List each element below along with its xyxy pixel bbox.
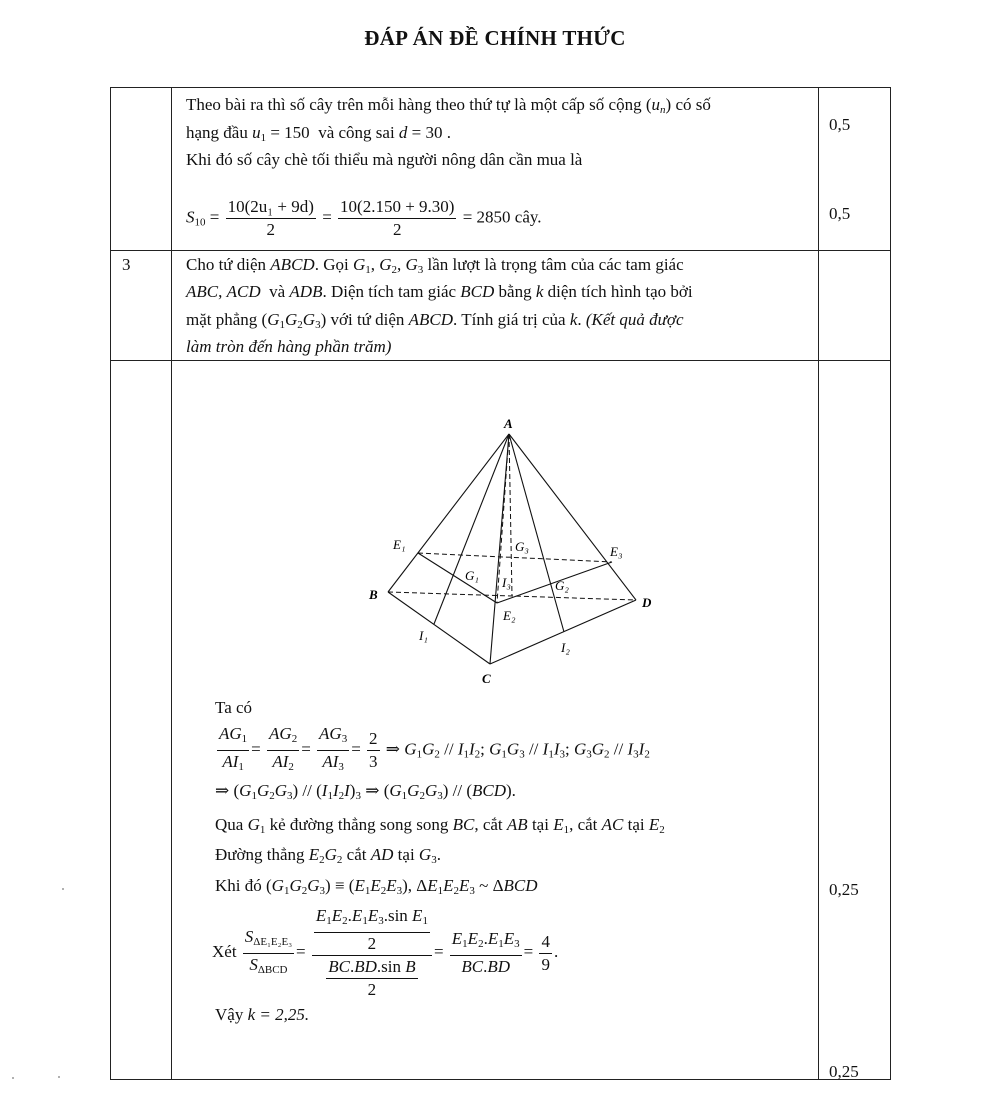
scan-speck-1 (62, 888, 64, 890)
segment-e1-e3 (418, 553, 612, 562)
row2-line2: ABC, ACD và ADB. Diện tích tam giác BCD bằng k diện tích hình tạo bởi (186, 282, 693, 301)
row1-line1: Theo bài ra thì số cây trên mỗi hàng theo thứ tự là một cấp số cộng $(u_n)$ có số (186, 95, 711, 116)
label-g2: G₂ (555, 578, 569, 593)
question-number: 3 (122, 255, 131, 274)
score-0-25-a: 0,25 (829, 880, 859, 899)
label-i3: I₃ (502, 575, 511, 590)
solution-ta-co: Ta có (215, 698, 253, 717)
label-i2: I₂ (561, 640, 570, 655)
solution-ratio-line: $\frac{AG_1}{AI_1}$ = $\frac{AG_2}{AI_2}$ = $\frac{AG_3}{AI_3}$ = $\frac{2}{3}$ ⇒ $G_1G_2 // I_1I_2$; $G_1G_3 // I_1I_3$; $G_3G_2 // I_3I_2$ (219, 724, 650, 773)
edge-ad (509, 434, 636, 600)
edge-ab (388, 434, 509, 592)
label-e1: E₁ (393, 537, 406, 552)
row1-line2: hạng đầu $u_1 = 150$ và công sai d = 30 . (186, 123, 452, 144)
label-d: D (642, 595, 652, 610)
row2-line4: làm tròn đến hàng phần trăm) (186, 337, 392, 356)
solution-vay-line: Vậy k = 2,25. (215, 1005, 310, 1024)
row2-line3: mặt phẳng $(G_1G_2G_3)$ với tứ diện ABCD. Tính giá trị của k. (Kết quả được (186, 310, 684, 331)
label-a: A (504, 416, 513, 431)
scan-speck-3 (12, 1077, 14, 1079)
solution-xet-line: Xét $\frac{S_{\Delta E_1E_2E_3}}{S_{\Delta BCD}}$ = $\frac{\frac{E_1E_2.E_1E_3.\sin E_1}{2}}{\frac{\text{BC.BD.sin B}}{2}}$ = $\frac{E_1E_2.E_1E_3}{BC.BD}$ = $\frac{4}{9}$ . (212, 906, 559, 999)
solution-plane-line: ⇒ $(G_1G_2G_3) // (I_1I_2I)_3$ ⇒ $(G_1G_2G_3) // (BCD)$. (215, 781, 516, 802)
label-e2: E₂ (503, 608, 516, 623)
edge-bc (388, 592, 490, 664)
row1-score-1: 0,5 (829, 115, 851, 134)
row1-line3: Khi đó số cây chè tối thiểu mà người nông dân cần mua là (186, 150, 583, 169)
row1-formula: $S_{10}$ = $\frac{\text{10(2u₁ + 9d)}}{2}$ = $\frac{10(2.150 + 9.30)}{2}$ = 2850 cây. (186, 197, 542, 239)
median-a-i3 (509, 434, 512, 596)
label-i1: I₁ (419, 628, 428, 643)
score-0-25-b: 0,25 (829, 1062, 859, 1081)
scan-speck-2 (58, 1076, 60, 1078)
row1-score-2: 0,5 (829, 204, 851, 223)
label-b: B (369, 587, 378, 602)
solution-khi-do-line: Khi đó $(G_1G_2G_3) \equiv (E_1E_2E_3)$, $\Delta E_1E_2E_3$ ~ ΔBCD (215, 876, 538, 897)
label-g3: G₃ (515, 539, 529, 554)
label-g1: G₁ (465, 568, 479, 583)
row2-line1: Cho tứ diện ABCD. Gọi $G_1$, $G_2$, $G_3$ lần lượt là trọng tâm của các tam giác (186, 255, 684, 276)
median-a-i2 (509, 434, 564, 632)
page-title: ĐÁP ÁN ĐỀ CHÍNH THỨC (364, 26, 626, 50)
label-e3: E₃ (610, 544, 623, 559)
solution-qua-line: Qua $G_1$ kẻ đường thẳng song song BC, cắt AB tại $E_1$, cắt AC tại $E_2$ (215, 815, 665, 836)
solution-duong-thang-line: Đường thẳng $E_2G_2$ cắt AD tại $G_3$. (215, 845, 441, 866)
label-c: C (482, 671, 491, 686)
